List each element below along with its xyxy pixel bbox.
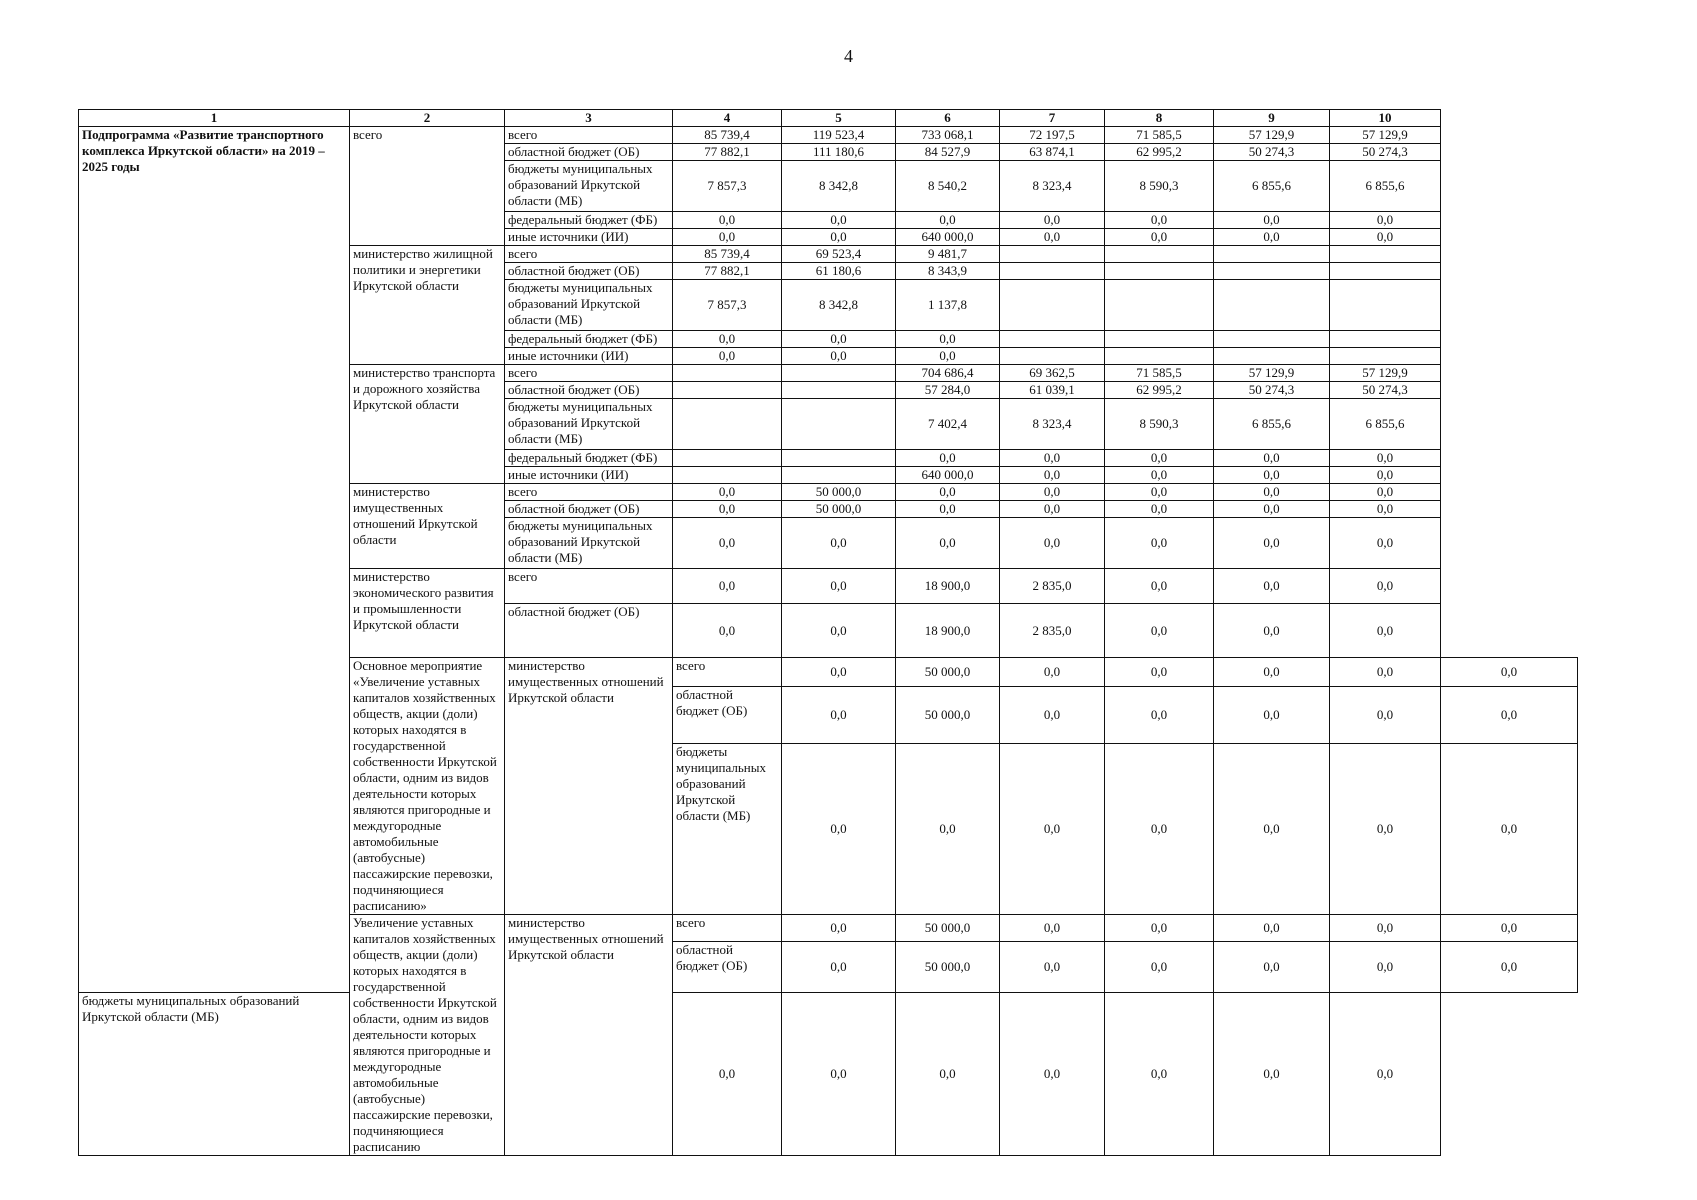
value-cell: 8 540,2 (896, 161, 1000, 212)
value-cell: 0,0 (1000, 915, 1105, 942)
activity-title: Увеличение уставных капиталов хозяйственных обществ, акции (доли) которых находятся в государственной собственности Иркутской области, одним из видов деятельности которых являются пригородные и междугородные автомобильные (автобусные) пассажирские перевозки, подчиняющиеся расписанию (350, 915, 505, 1156)
value-cell: 0,0 (1214, 229, 1330, 246)
funding-source-label: бюджеты муниципальных образований Иркутской области (МБ) (505, 518, 673, 569)
value-cell: 0,0 (1330, 450, 1441, 467)
value-cell: 0,0 (1000, 501, 1105, 518)
value-cell: 2 835,0 (1000, 604, 1105, 658)
value-cell: 0,0 (782, 915, 896, 942)
value-cell: 0,0 (782, 348, 896, 365)
value-cell: 0,0 (1105, 687, 1214, 744)
value-cell: 640 000,0 (896, 229, 1000, 246)
value-cell: 57 129,9 (1330, 127, 1441, 144)
funding-source-label: всего (505, 246, 673, 263)
value-cell (1330, 348, 1441, 365)
value-cell: 0,0 (1330, 229, 1441, 246)
funding-source-label: бюджеты муниципальных образований Иркутской области (МБ) (673, 743, 782, 914)
value-cell (1105, 263, 1214, 280)
value-cell: 0,0 (1105, 915, 1214, 942)
value-cell (1105, 280, 1214, 331)
value-cell: 0,0 (896, 484, 1000, 501)
page-number: 4 (844, 46, 853, 66)
funding-source-label: бюджеты муниципальных образований Иркутской области (МБ) (505, 161, 673, 212)
value-cell: 0,0 (782, 331, 896, 348)
value-cell: 0,0 (1441, 915, 1578, 942)
value-cell: 0,0 (782, 569, 896, 604)
value-cell: 77 882,1 (673, 144, 782, 161)
value-cell: 0,0 (1105, 212, 1214, 229)
value-cell: 0,0 (1214, 212, 1330, 229)
value-cell: 6 855,6 (1330, 399, 1441, 450)
value-cell: 1 137,8 (896, 280, 1000, 331)
value-cell (1000, 263, 1105, 280)
funding-source-label: всего (505, 365, 673, 382)
value-cell (1000, 246, 1105, 263)
value-cell (673, 382, 782, 399)
value-cell (782, 365, 896, 382)
responsible-executor: министерство транспорта и дорожного хозяйства Иркутской области (350, 365, 505, 484)
value-cell: 0,0 (896, 743, 1000, 914)
value-cell: 71 585,5 (1105, 365, 1214, 382)
value-cell: 0,0 (1105, 604, 1214, 658)
value-cell (673, 467, 782, 484)
value-cell: 57 284,0 (896, 382, 1000, 399)
value-cell: 71 585,5 (1105, 127, 1214, 144)
value-cell: 0,0 (1000, 212, 1105, 229)
value-cell: 50 274,3 (1330, 382, 1441, 399)
value-cell: 0,0 (1330, 941, 1441, 993)
value-cell: 0,0 (896, 993, 1000, 1156)
value-cell: 8 590,3 (1105, 161, 1214, 212)
funding-source-label: иные источники (ИИ) (505, 348, 673, 365)
value-cell: 0,0 (1000, 687, 1105, 744)
funding-source-label: федеральный бюджет (ФБ) (505, 331, 673, 348)
value-cell: 9 481,7 (896, 246, 1000, 263)
subprogram-title: Подпрограмма «Развитие транспортного комплекса Иркутской области» на 2019 – 2025 годы (79, 127, 350, 993)
responsible-executor: министерство имущественных отношений Иркутской области (505, 915, 673, 1156)
funding-source-label: областной бюджет (ОБ) (505, 144, 673, 161)
value-cell: 0,0 (673, 229, 782, 246)
value-cell: 0,0 (1105, 993, 1214, 1156)
value-cell: 0,0 (782, 229, 896, 246)
value-cell: 0,0 (1214, 501, 1330, 518)
responsible-executor: всего (350, 127, 505, 246)
value-cell: 0,0 (1441, 658, 1578, 687)
value-cell: 0,0 (1214, 687, 1330, 744)
value-cell (782, 467, 896, 484)
funding-source-label: всего (505, 569, 673, 604)
funding-source-label: всего (505, 127, 673, 144)
value-cell: 733 068,1 (896, 127, 1000, 144)
value-cell: 18 900,0 (896, 569, 1000, 604)
column-header: 3 (505, 110, 673, 127)
value-cell: 61 180,6 (782, 263, 896, 280)
value-cell: 0,0 (1214, 604, 1330, 658)
value-cell: 0,0 (1441, 941, 1578, 993)
value-cell (1214, 280, 1330, 331)
value-cell: 0,0 (1330, 604, 1441, 658)
value-cell: 0,0 (1000, 450, 1105, 467)
value-cell (1000, 348, 1105, 365)
value-cell: 0,0 (1000, 743, 1105, 914)
column-header: 8 (1105, 110, 1214, 127)
value-cell: 0,0 (1105, 569, 1214, 604)
funding-source-label: областной бюджет (ОБ) (505, 263, 673, 280)
value-cell: 0,0 (1330, 915, 1441, 942)
value-cell: 77 882,1 (673, 263, 782, 280)
value-cell: 0,0 (1330, 658, 1441, 687)
value-cell (1000, 280, 1105, 331)
value-cell: 0,0 (1330, 467, 1441, 484)
responsible-executor: министерство имущественных отношений Иркутской области (505, 658, 673, 915)
value-cell: 0,0 (1441, 743, 1578, 914)
table-row (79, 127, 1578, 144)
value-cell (1330, 246, 1441, 263)
value-cell: 0,0 (1000, 484, 1105, 501)
value-cell: 0,0 (1330, 518, 1441, 569)
funding-source-label: областной бюджет (ОБ) (673, 941, 782, 993)
value-cell: 0,0 (1105, 501, 1214, 518)
value-cell: 0,0 (1214, 743, 1330, 914)
funding-source-label: областной бюджет (ОБ) (673, 687, 782, 744)
value-cell (673, 365, 782, 382)
value-cell: 50 000,0 (896, 687, 1000, 744)
value-cell: 640 000,0 (896, 467, 1000, 484)
value-cell: 50 274,3 (1214, 382, 1330, 399)
funding-source-label: иные источники (ИИ) (505, 467, 673, 484)
value-cell: 0,0 (1214, 518, 1330, 569)
value-cell: 0,0 (1000, 658, 1105, 687)
funding-source-label: областной бюджет (ОБ) (505, 382, 673, 399)
value-cell: 0,0 (1330, 212, 1441, 229)
value-cell: 8 343,9 (896, 263, 1000, 280)
value-cell: 119 523,4 (782, 127, 896, 144)
value-cell: 0,0 (896, 450, 1000, 467)
value-cell: 0,0 (782, 743, 896, 914)
column-header: 4 (673, 110, 782, 127)
funding-source-label: федеральный бюджет (ФБ) (505, 212, 673, 229)
value-cell: 0,0 (1105, 467, 1214, 484)
value-cell: 0,0 (1000, 229, 1105, 246)
value-cell: 0,0 (1214, 484, 1330, 501)
value-cell: 0,0 (673, 331, 782, 348)
value-cell: 8 590,3 (1105, 399, 1214, 450)
funding-source-label: бюджеты муниципальных образований Иркутской области (МБ) (79, 993, 350, 1156)
value-cell: 50 000,0 (896, 915, 1000, 942)
funding-source-label: федеральный бюджет (ФБ) (505, 450, 673, 467)
value-cell (1000, 331, 1105, 348)
value-cell: 72 197,5 (1000, 127, 1105, 144)
value-cell: 0,0 (1214, 915, 1330, 942)
funding-source-label: бюджеты муниципальных образований Иркутской области (МБ) (505, 399, 673, 450)
value-cell: 0,0 (1330, 501, 1441, 518)
value-cell: 0,0 (1105, 658, 1214, 687)
value-cell: 0,0 (1000, 941, 1105, 993)
funding-source-label: областной бюджет (ОБ) (505, 501, 673, 518)
value-cell: 69 523,4 (782, 246, 896, 263)
value-cell (782, 450, 896, 467)
responsible-executor: министерство имущественных отношений Иркутской области (350, 484, 505, 569)
value-cell: 0,0 (673, 348, 782, 365)
value-cell: 8 323,4 (1000, 161, 1105, 212)
value-cell: 111 180,6 (782, 144, 896, 161)
value-cell (1330, 280, 1441, 331)
value-cell: 0,0 (1330, 993, 1441, 1156)
column-header: 10 (1330, 110, 1441, 127)
value-cell: 0,0 (896, 212, 1000, 229)
column-header: 9 (1214, 110, 1330, 127)
value-cell: 0,0 (1105, 743, 1214, 914)
value-cell (1105, 246, 1214, 263)
value-cell: 69 362,5 (1000, 365, 1105, 382)
value-cell: 0,0 (673, 993, 782, 1156)
value-cell: 0,0 (1330, 687, 1441, 744)
value-cell: 0,0 (673, 501, 782, 518)
value-cell: 6 855,6 (1330, 161, 1441, 212)
value-cell: 57 129,9 (1214, 365, 1330, 382)
value-cell: 84 527,9 (896, 144, 1000, 161)
value-cell (1214, 331, 1330, 348)
value-cell: 8 342,8 (782, 280, 896, 331)
value-cell: 0,0 (1105, 518, 1214, 569)
column-header: 1 (79, 110, 350, 127)
value-cell (1105, 331, 1214, 348)
value-cell: 0,0 (896, 518, 1000, 569)
value-cell: 57 129,9 (1330, 365, 1441, 382)
value-cell (1214, 263, 1330, 280)
value-cell (782, 399, 896, 450)
responsible-executor: министерство жилищной политики и энергетики Иркутской области (350, 246, 505, 365)
value-cell: 0,0 (1214, 467, 1330, 484)
value-cell (1330, 331, 1441, 348)
value-cell (673, 399, 782, 450)
value-cell: 85 739,4 (673, 127, 782, 144)
value-cell: 0,0 (673, 212, 782, 229)
value-cell: 0,0 (673, 604, 782, 658)
value-cell: 0,0 (1214, 658, 1330, 687)
value-cell (1214, 348, 1330, 365)
value-cell: 50 274,3 (1214, 144, 1330, 161)
value-cell: 2 835,0 (1000, 569, 1105, 604)
column-header: 7 (1000, 110, 1105, 127)
value-cell: 0,0 (1214, 450, 1330, 467)
value-cell: 0,0 (1105, 941, 1214, 993)
value-cell: 7 402,4 (896, 399, 1000, 450)
responsible-executor: министерство экономического развития и промышленности Иркутской области (350, 569, 505, 658)
value-cell: 0,0 (782, 604, 896, 658)
value-cell: 62 995,2 (1105, 144, 1214, 161)
value-cell: 50 000,0 (782, 484, 896, 501)
value-cell: 0,0 (896, 501, 1000, 518)
value-cell: 8 323,4 (1000, 399, 1105, 450)
column-header: 5 (782, 110, 896, 127)
value-cell: 0,0 (1330, 743, 1441, 914)
funding-source-label: всего (505, 484, 673, 501)
value-cell: 0,0 (1105, 484, 1214, 501)
funding-source-label: бюджеты муниципальных образований Иркутской области (МБ) (505, 280, 673, 331)
funding-source-label: областной бюджет (ОБ) (505, 604, 673, 658)
value-cell: 0,0 (896, 331, 1000, 348)
value-cell: 50 000,0 (896, 941, 1000, 993)
value-cell: 57 129,9 (1214, 127, 1330, 144)
value-cell (1105, 348, 1214, 365)
value-cell: 0,0 (782, 687, 896, 744)
value-cell: 0,0 (896, 348, 1000, 365)
column-header: 6 (896, 110, 1000, 127)
value-cell: 0,0 (1000, 467, 1105, 484)
value-cell: 61 039,1 (1000, 382, 1105, 399)
value-cell (1330, 263, 1441, 280)
value-cell: 0,0 (782, 212, 896, 229)
funding-source-label: всего (673, 658, 782, 687)
value-cell: 7 857,3 (673, 161, 782, 212)
value-cell: 0,0 (1214, 993, 1330, 1156)
value-cell: 50 000,0 (782, 501, 896, 518)
column-header: 2 (350, 110, 505, 127)
value-cell: 0,0 (1214, 569, 1330, 604)
funding-source-label: иные источники (ИИ) (505, 229, 673, 246)
value-cell: 0,0 (673, 484, 782, 501)
value-cell: 62 995,2 (1105, 382, 1214, 399)
budget-table (78, 109, 1578, 1156)
value-cell: 0,0 (673, 569, 782, 604)
value-cell: 0,0 (1000, 993, 1105, 1156)
funding-source-label: всего (673, 915, 782, 942)
value-cell: 0,0 (782, 941, 896, 993)
value-cell: 18 900,0 (896, 604, 1000, 658)
value-cell: 704 686,4 (896, 365, 1000, 382)
value-cell (673, 450, 782, 467)
value-cell: 0,0 (673, 518, 782, 569)
value-cell: 50 274,3 (1330, 144, 1441, 161)
value-cell (782, 382, 896, 399)
value-cell: 50 000,0 (896, 658, 1000, 687)
value-cell: 85 739,4 (673, 246, 782, 263)
value-cell: 63 874,1 (1000, 144, 1105, 161)
main-event-title: Основное мероприятие «Увеличение уставных капиталов хозяйственных обществ, акции (доли) которых находятся в государственной собственности Иркутской области, одним из видов деятельности которых являются пригородные и междугородные автомобильные (автобусные) пассажирские перевозки, подчиняющиеся расписанию» (350, 658, 505, 915)
value-cell: 0,0 (1105, 229, 1214, 246)
value-cell: 0,0 (1000, 518, 1105, 569)
header-row (79, 110, 1578, 127)
value-cell: 0,0 (782, 518, 896, 569)
value-cell: 0,0 (1441, 687, 1578, 744)
value-cell: 7 857,3 (673, 280, 782, 331)
value-cell: 0,0 (782, 658, 896, 687)
table-row (79, 993, 1578, 1156)
value-cell (1214, 246, 1330, 263)
value-cell: 0,0 (1214, 941, 1330, 993)
value-cell: 0,0 (1330, 484, 1441, 501)
value-cell: 0,0 (1330, 569, 1441, 604)
value-cell: 0,0 (782, 993, 896, 1156)
value-cell: 8 342,8 (782, 161, 896, 212)
value-cell: 6 855,6 (1214, 161, 1330, 212)
value-cell: 6 855,6 (1214, 399, 1330, 450)
value-cell: 0,0 (1105, 450, 1214, 467)
